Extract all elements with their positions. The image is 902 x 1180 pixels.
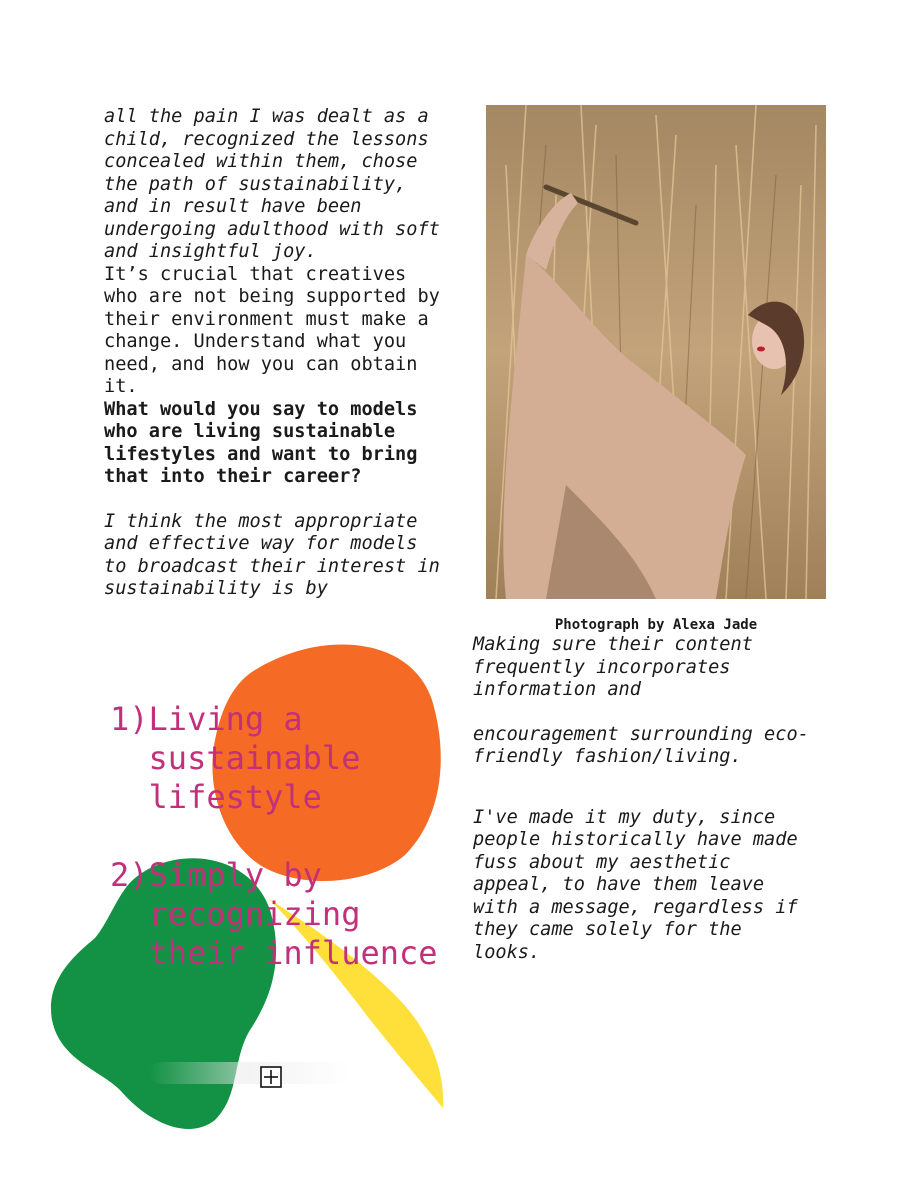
- list-item: [110, 700, 450, 817]
- right-text-column: [473, 634, 818, 964]
- answer-part-1b: encouragement surrounding eco-friendly fashion/living.: [473, 723, 809, 767]
- ways-list: [110, 700, 450, 973]
- answer-continued-text: all the pain I was dealt as a child, recognized the lessons concealed within them, chose the path of sustainability, and in result have been undergoing adulthood with soft and insightful joy.: [104, 106, 440, 262]
- photo-caption: Photograph by Alexa Jade: [554, 617, 758, 633]
- list-text: Living a sustainable lifestyle: [148, 700, 361, 816]
- list-text: Simply by recognizing their influence: [148, 856, 438, 972]
- spacer: [473, 791, 818, 807]
- selection-shadow: [150, 1062, 350, 1084]
- list-number: 1): [110, 700, 149, 738]
- answer-start-text: I think the most appropriate and effective way for models to broadcast their interest in sustainability is by: [104, 510, 440, 599]
- statement-text: It’s crucial that creatives who are not being supported by their environment must make a change. Understand what you need, and how you can obtain it.: [104, 263, 440, 397]
- interview-question: What would you say to models who are living sustainable lifestyles and want to bring that into their career?: [104, 398, 418, 487]
- list-number: 2): [110, 856, 149, 894]
- model-photograph: [486, 105, 826, 599]
- answer-part-1a: Making sure their content frequently incorporates information and: [473, 634, 753, 700]
- list-item: [110, 856, 450, 973]
- move-handle-icon[interactable]: [260, 1066, 282, 1088]
- spacer: [104, 489, 449, 511]
- spacer: [473, 769, 818, 791]
- answer-part-2: I've made it my duty, since people historically have made fuss about my aesthetic appeal, to have them leave with a message, regardless if they came solely for the looks.: [473, 806, 798, 963]
- photo-illustration: [486, 105, 826, 599]
- spacer: [473, 702, 818, 724]
- left-text-column: [104, 106, 449, 601]
